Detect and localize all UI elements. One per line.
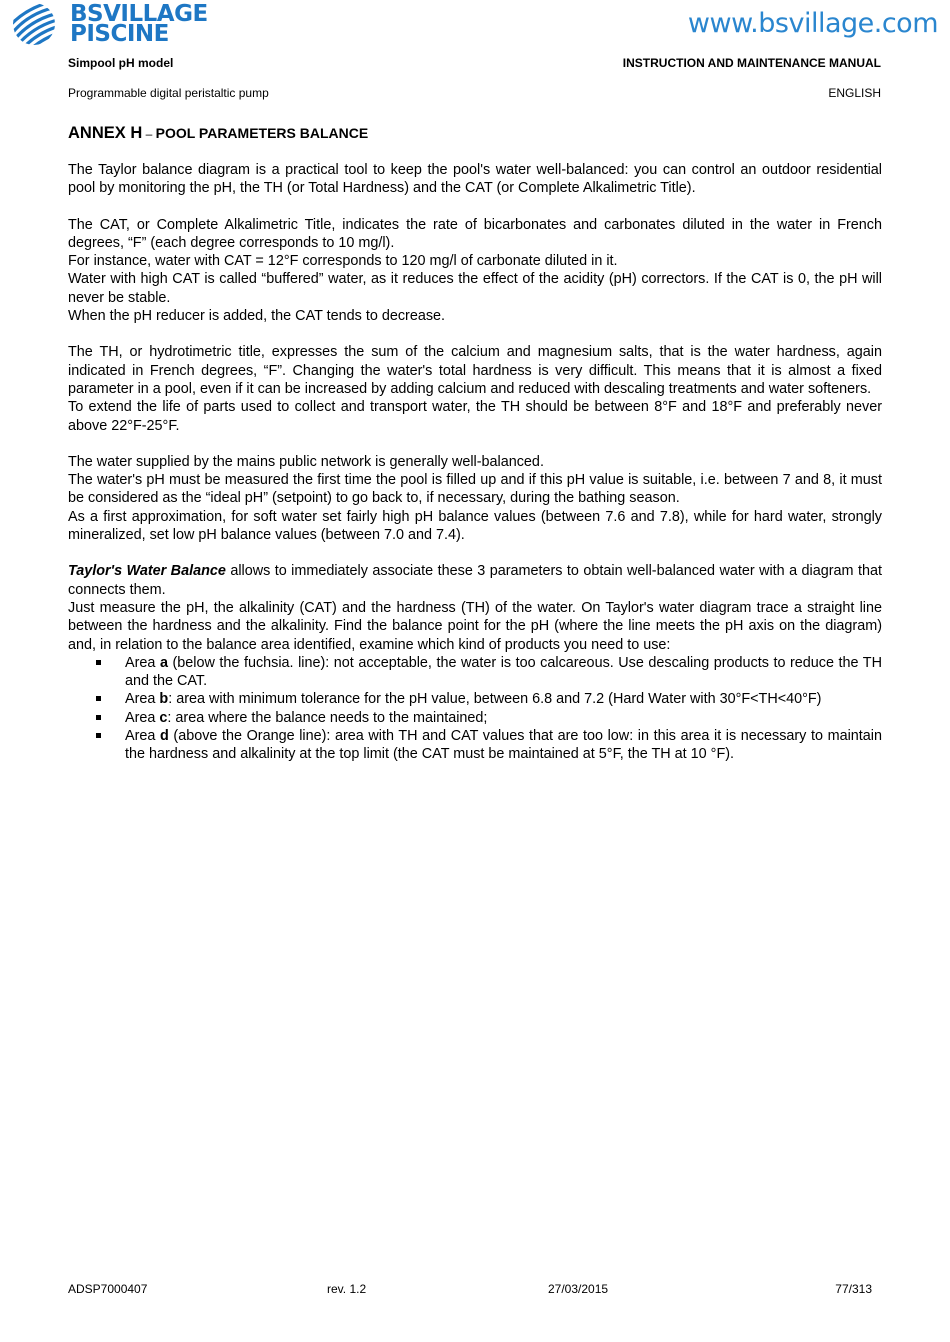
taylor-section [68,562,882,763]
area-letter: c [159,709,168,726]
bullet-square-icon [96,733,101,738]
wave-globe-icon [4,2,66,46]
area-letter: d [160,728,169,745]
paragraph-ph-measure: The water's pH must be measured the first time the pool is filled up and if this pH value is suitable, i.e. between 7 and 8, it must be considered as the “ideal pH” (setpoint) to go back to, if necessary, during the bathing season. [68,472,882,507]
annex-title: POOL PARAMETERS BALANCE [155,125,369,141]
area-prefix: Area [125,691,160,708]
header-language: ENGLISH [828,86,881,100]
area-prefix: Area [125,654,160,671]
list-item-area-b [68,690,882,708]
paragraph-cat-buffered: Water with high CAT is called “buffered” water, as it reduces the effect of the acidity (pH) correctors. If the CAT is 0, the pH will never be stable. [68,271,882,306]
paragraph-ph-mains: The water supplied by the mains public network is generally well-balanced. [68,453,544,470]
header-model: Simpool pH model [68,56,174,70]
footer-date: 27/03/2015 [548,1282,609,1296]
area-prefix: Area [125,728,160,745]
paragraph-taylor-method: Just measure the pH, the alkalinity (CAT) and the hardness (TH) of the water. On Taylor's water diagram trace a straight line between the hardness and the alkalinity. Find the balance point for the pH (where the line meets the pH axis on the diagram) and, in relation to the balance area identified, examine which kind of products you need to use: [68,599,882,653]
area-list [68,654,882,764]
header-manual-title: INSTRUCTION AND MAINTENANCE MANUAL [622,56,881,70]
area-description: (above the Orange line): area with TH and CAT values that are too low: in this area it is necessary to maintain the hardness and alkalinity at the top limit (the CAT must be maintained at 5°F, the TH at 10 °F). [125,728,882,763]
intro-section [68,161,882,198]
list-item-area-a [68,654,882,691]
paragraph-th-range: To extend the life of parts used to collect and transport water, the TH should be between 8°F and 18°F and preferably never above 22°F-25°F. [68,399,882,434]
logo-text-piscine: PISCINE [70,21,169,47]
paragraph-intro: The Taylor balance diagram is a practical tool to keep the pool's water well-balanced: you can control an outdoor residential pool by monitoring the pH, the TH (or Total Hardness) and the CAT (or Complete Alkalimetric Title). [68,162,882,197]
paragraph-th-definition: The TH, or hydrotimetric title, expresses the sum of the calcium and magnesium salts, that is the water hardness, again indicated in French degrees, “F”. Changing the water's total hardness is very difficult. This means that it is almost a fixed parameter in a pool, even if it can be increased by adding calcium and reduced with descaling treatments and water softeners. [68,344,882,397]
website-url[interactable]: www.bsvillage.com [687,8,938,39]
area-letter: b [159,691,169,708]
paragraph-taylor-intro [68,562,882,599]
footer-page-number: 77/313 [835,1282,872,1296]
paragraph-ph-approximation: As a first approximation, for soft water set fairly high pH balance values (between 7.6 and 7.8), while for hard water, strongly mineralized, set low pH balance values (between 7.0 and 7.4). [68,508,882,544]
list-item-area-c [68,709,882,727]
area-description: : area with minimum tolerance for the pH value, between 6.8 and 7.2 (Hard Water with 30°F<TH<40°F) [168,691,822,708]
company-logo [4,2,214,46]
paragraph-cat-reducer: When the pH reducer is added, the CAT tends to decrease. [68,308,446,325]
list-item-area-d [68,727,882,764]
area-prefix: Area [125,709,160,726]
annex-dash: – [142,127,156,141]
header-subtitle: Programmable digital peristaltic pump [68,86,269,100]
taylor-lead-text: Taylor's Water Balance [68,563,226,580]
taylor-intro-text: allows to immediately associate these 3 parameters to obtain well-balanced water with a diagram that connects them. [68,563,882,598]
paragraph-cat-definition: The CAT, or Complete Alkalimetric Title, indicates the rate of bicarbonates and carbonates diluted in the water in French degrees, “F” (each degree corresponds to 10 mg/l). [68,216,882,251]
area-description: (below the fuchsia. line): not acceptable, the water is too calcareous. Use descaling products to reduce the TH and the CAT. [125,654,882,690]
bullet-square-icon [96,660,101,665]
annex-label: ANNEX H [68,124,143,142]
bullet-square-icon [96,715,101,720]
logo-text-bsvillage: BSVILLAGE [70,1,208,27]
footer-revision: rev. 1.2 [327,1282,367,1296]
area-description: : area where the balance needs to the maintained; [167,709,488,726]
paragraph-cat-example: For instance, water with CAT = 12°F corresponds to 120 mg/l of carbonate diluted in it. [68,253,618,270]
cat-section [68,216,882,326]
annex-heading [68,124,882,143]
footer-document-code: ADSP7000407 [68,1282,148,1296]
ph-section [68,453,882,544]
th-section [68,343,882,434]
bullet-square-icon [96,696,101,701]
document-body [68,124,882,782]
area-letter: a [159,654,168,671]
